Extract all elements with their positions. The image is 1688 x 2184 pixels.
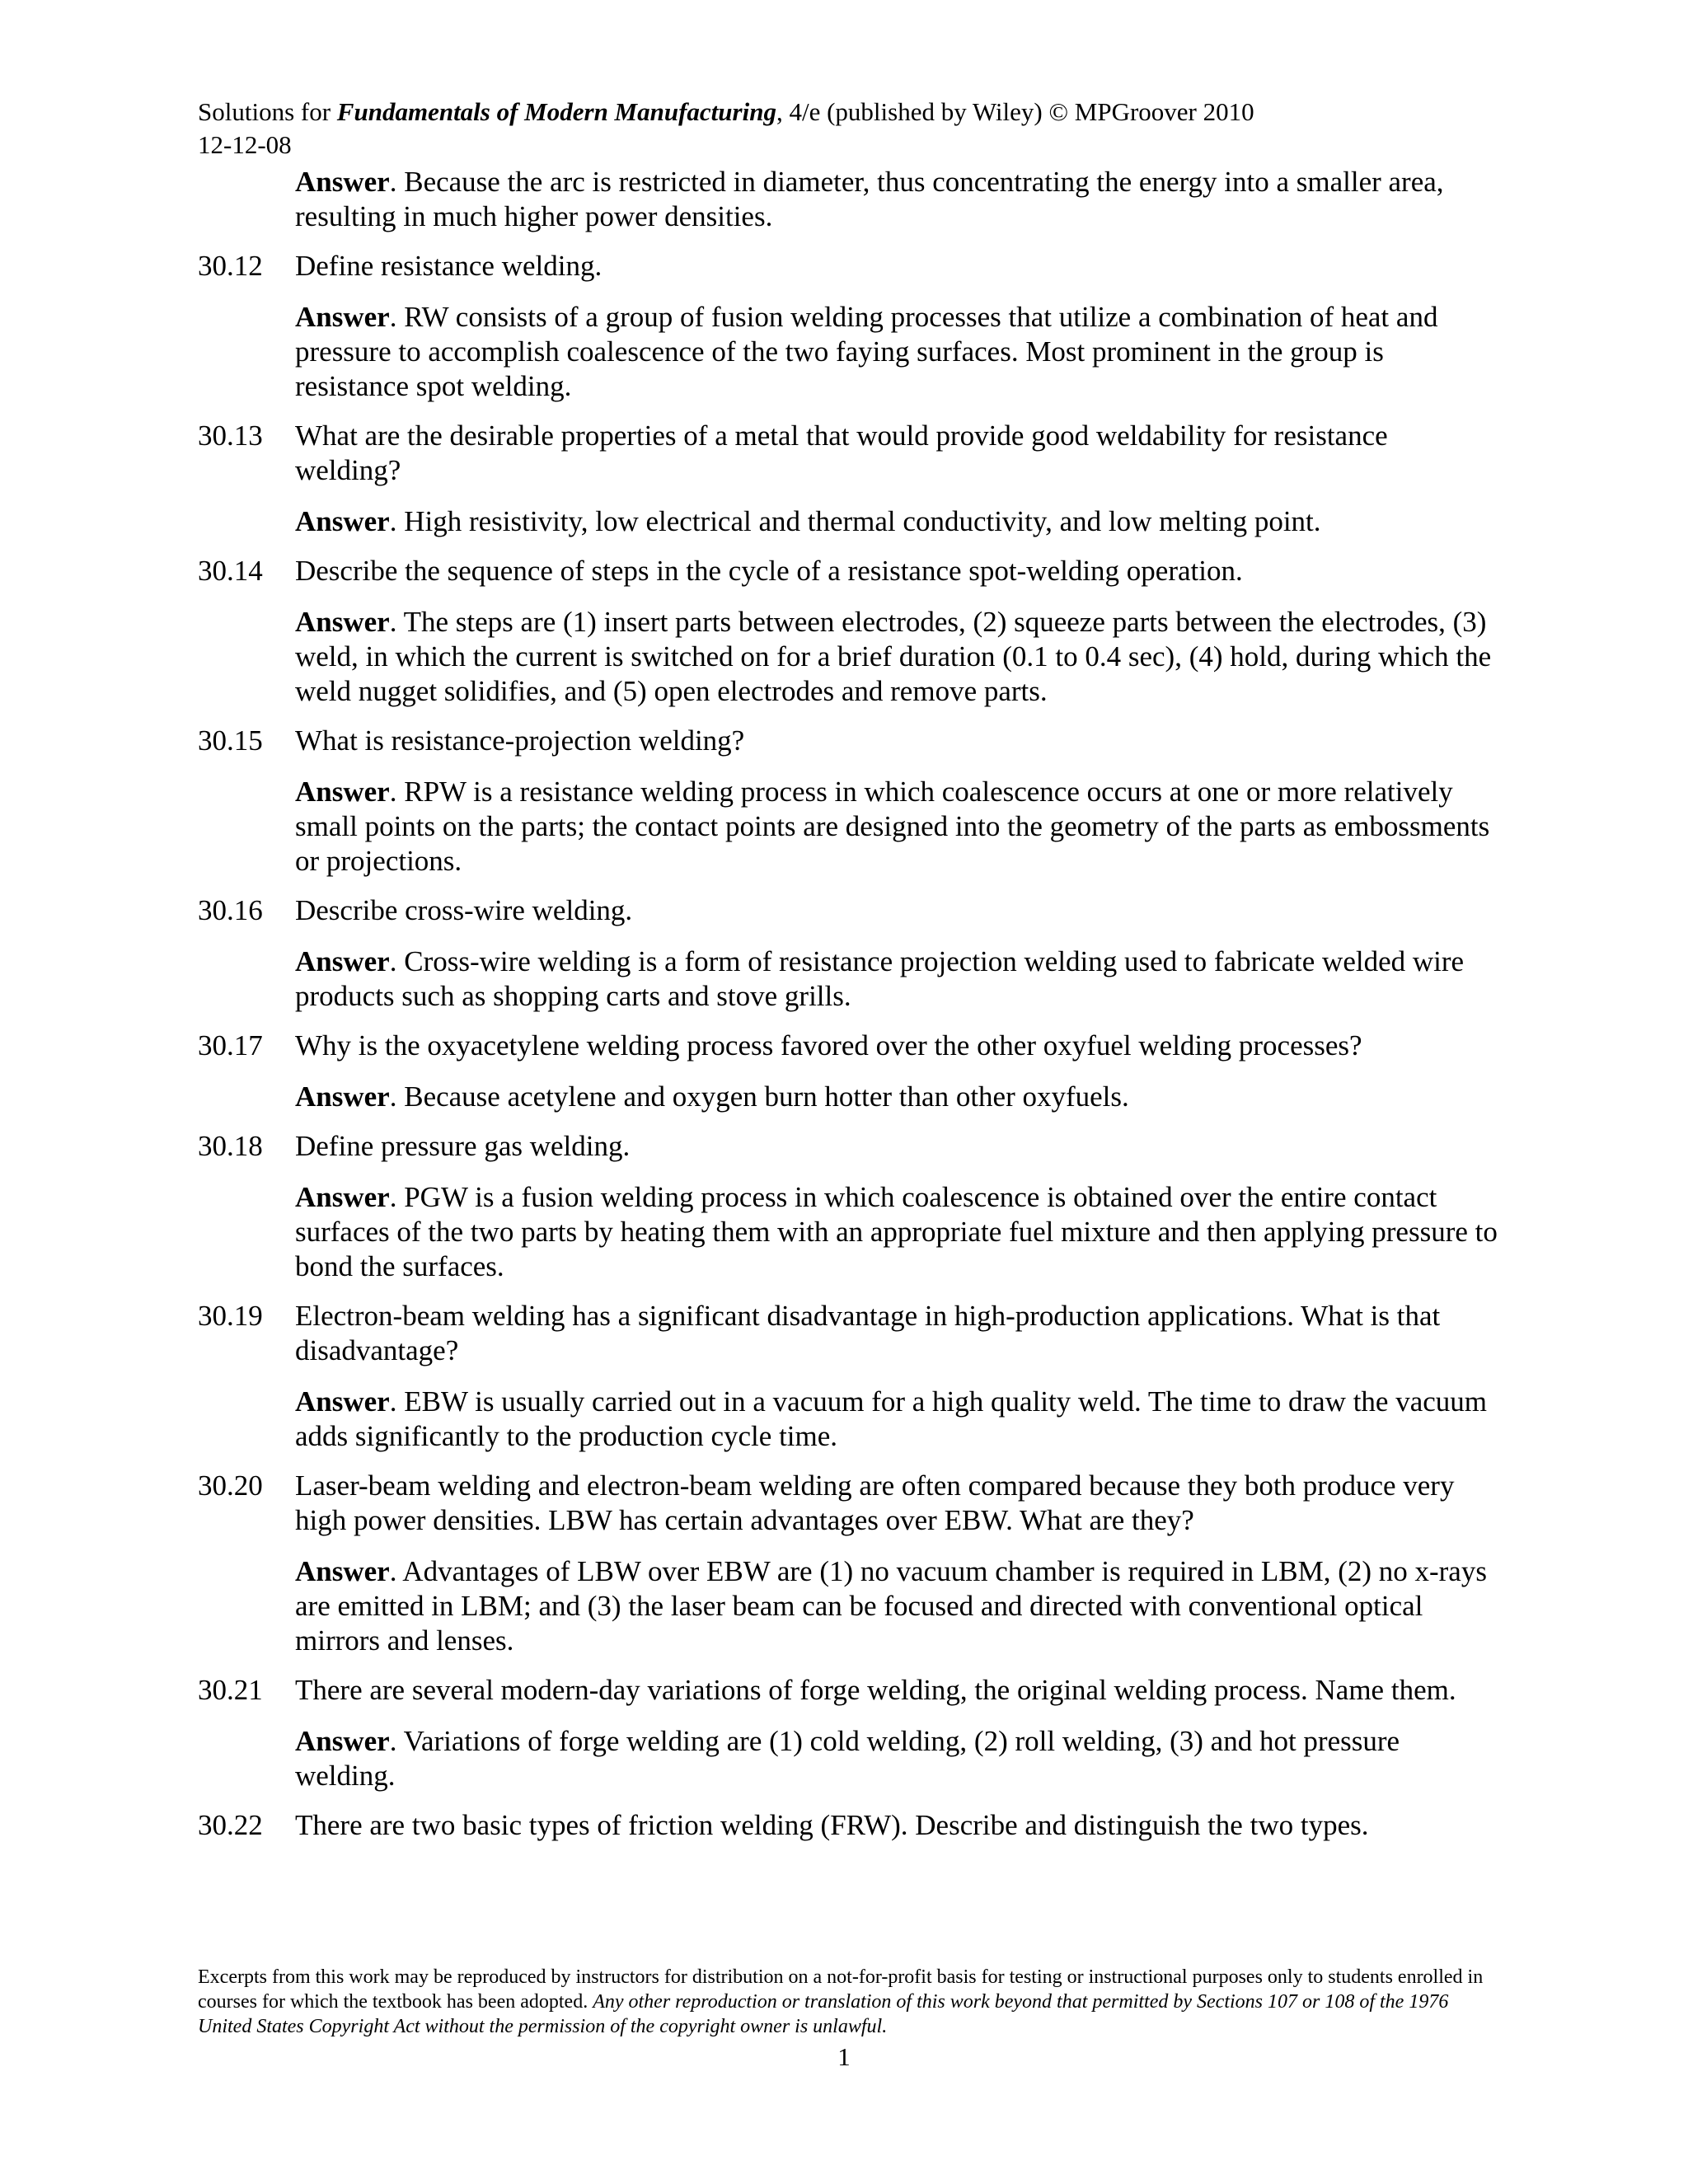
question <box>198 1469 1500 1538</box>
question-item <box>198 1029 1500 1114</box>
question-text: There are several modern-day variations of forge welding, the original welding process. Name them. <box>295 1674 1456 1706</box>
copyright-footer <box>198 1965 1500 2039</box>
answer-text: . Advantages of LBW over EBW are (1) no vacuum chamber is required in LBM, (2) no x-rays are emitted in LBM; and (3) the laser beam can be focused and directed with conventional optical mirrors and lenses. <box>295 1555 1487 1657</box>
question-number: 30.19 <box>198 1300 263 1332</box>
question-item <box>198 419 1500 539</box>
question <box>198 893 1500 928</box>
question <box>198 1808 1500 1843</box>
question-item <box>198 724 1500 879</box>
document-body <box>198 165 1500 1859</box>
book-title: Fundamentals of Modern Manufacturing <box>336 97 776 126</box>
answer-label: Answer <box>295 1725 390 1757</box>
answer-text: . Variations of forge welding are (1) cold welding, (2) roll welding, (3) and hot pressure welding. <box>295 1725 1400 1792</box>
page-header <box>198 96 1254 162</box>
question-item <box>198 554 1500 709</box>
question-number: 30.13 <box>198 419 263 452</box>
question-number: 30.14 <box>198 555 263 587</box>
answer-text: . High resistivity, low electrical and thermal conductivity, and low melting point. <box>389 505 1321 537</box>
question-item <box>198 1673 1500 1793</box>
question <box>198 554 1500 588</box>
question-text: Describe cross-wire welding. <box>295 894 633 926</box>
answer <box>295 504 1500 539</box>
answer <box>295 1180 1500 1284</box>
question-list <box>198 249 1500 1843</box>
answer-label: Answer <box>295 606 390 638</box>
answer-text: . The steps are (1) insert parts between electrodes, (2) squeeze parts between the electrodes, (3) weld, in which the current is switched on for a brief duration (0.1 to 0.4 sec), (4) hold, during which the weld nugget solidifies, and (5) open electrodes and remove parts. <box>295 606 1492 707</box>
question-text: Electron-beam welding has a significant disadvantage in high-production applications. What is that disadvantage? <box>295 1300 1441 1366</box>
answer-text: . EBW is usually carried out in a vacuum for a high quality weld. The time to draw the vacuum adds significantly to the production cycle time. <box>295 1385 1488 1452</box>
footer-notice: Excerpts from this work may be reproduced by instructors for distribution on a not-for-profit basis for testing or instructional purposes only to students enrolled in courses for which the textbook has been adopted. <box>198 1966 1484 2013</box>
question-number: 30.17 <box>198 1029 263 1062</box>
page-number: 1 <box>837 2042 851 2071</box>
initial-answer <box>295 165 1500 234</box>
answer <box>295 775 1500 879</box>
answer-label: Answer <box>295 505 390 537</box>
question-item <box>198 893 1500 1014</box>
answer <box>295 605 1500 709</box>
question <box>198 419 1500 488</box>
question-text: Define resistance welding. <box>295 250 603 282</box>
question-number: 30.16 <box>198 894 263 926</box>
question-text: Laser-beam welding and electron-beam welding are often compared because they both produce very high power densities. LBW has certain advantages over EBW. What are they? <box>295 1469 1455 1536</box>
answer-label: Answer <box>295 166 390 198</box>
header-suffix: , 4/e (published by Wiley) © MPGroover 2010 <box>776 97 1254 126</box>
answer-text: . PGW is a fusion welding process in which coalescence is obtained over the entire contact surfaces of the two parts by heating them with an appropriate fuel mixture and then applying pressure to bond the surfaces. <box>295 1181 1498 1282</box>
question-item <box>198 1808 1500 1843</box>
question <box>198 724 1500 758</box>
header-prefix: Solutions for <box>198 97 337 126</box>
question-item <box>198 249 1500 404</box>
answer-label: Answer <box>295 1080 390 1113</box>
question-number: 30.15 <box>198 724 263 757</box>
question-item <box>198 1469 1500 1658</box>
question-number: 30.22 <box>198 1809 263 1841</box>
question <box>198 1673 1500 1708</box>
answer-label: Answer <box>295 1555 390 1587</box>
answer <box>295 1080 1500 1114</box>
answer-text: . Because the arc is restricted in diameter, thus concentrating the energy into a smaller area, resulting in much higher power densities. <box>295 166 1444 232</box>
answer <box>295 1385 1500 1454</box>
answer <box>295 1724 1500 1793</box>
question <box>198 249 1500 284</box>
question <box>198 1129 1500 1164</box>
question-text: What are the desirable properties of a metal that would provide good weldability for resistance welding? <box>295 419 1388 486</box>
question-number: 30.20 <box>198 1469 263 1502</box>
answer-label: Answer <box>295 1385 390 1418</box>
answer-text: . RW consists of a group of fusion welding processes that utilize a combination of heat and pressure to accomplish coalescence of the two faying surfaces. Most prominent in the group is resistance spot welding. <box>295 301 1438 402</box>
question-text: Describe the sequence of steps in the cycle of a resistance spot-welding operation. <box>295 555 1243 587</box>
answer <box>295 944 1500 1014</box>
question-text: Define pressure gas welding. <box>295 1130 631 1162</box>
answer-label: Answer <box>295 776 390 808</box>
header-date: 12-12-08 <box>198 130 292 159</box>
question-number: 30.21 <box>198 1674 263 1706</box>
answer-text: . Because acetylene and oxygen burn hotter than other oxyfuels. <box>389 1080 1129 1113</box>
answer-label: Answer <box>295 1181 390 1213</box>
question-text: Why is the oxyacetylene welding process favored over the other oxyfuel welding processes? <box>295 1029 1362 1062</box>
question-item <box>198 1299 1500 1454</box>
answer <box>295 300 1500 404</box>
answer-label: Answer <box>295 945 390 977</box>
question-text: What is resistance-projection welding? <box>295 724 745 757</box>
footer-italic-notice: Any other reproduction or translation of this work beyond that permitted by Sections 107 or 108 of the 1976 United States Copyright Act without the permission of the copyright owner is unlawful. <box>198 1991 1449 2037</box>
question <box>198 1299 1500 1368</box>
question-item <box>198 1129 1500 1284</box>
answer-text: . RPW is a resistance welding process in which coalescence occurs at one or more relatively small points on the parts; the contact points are designed into the geometry of the parts as embossments or projections. <box>295 776 1490 877</box>
question-number: 30.18 <box>198 1130 263 1162</box>
header-title-line <box>198 96 1254 129</box>
question-text: There are two basic types of friction welding (FRW). Describe and distinguish the two types. <box>295 1809 1369 1841</box>
question <box>198 1029 1500 1063</box>
answer <box>295 1554 1500 1658</box>
answer-label: Answer <box>295 301 390 333</box>
answer-text: . Cross-wire welding is a form of resistance projection welding used to fabricate welded wire products such as shopping carts and stove grills. <box>295 945 1465 1012</box>
question-number: 30.12 <box>198 250 263 282</box>
